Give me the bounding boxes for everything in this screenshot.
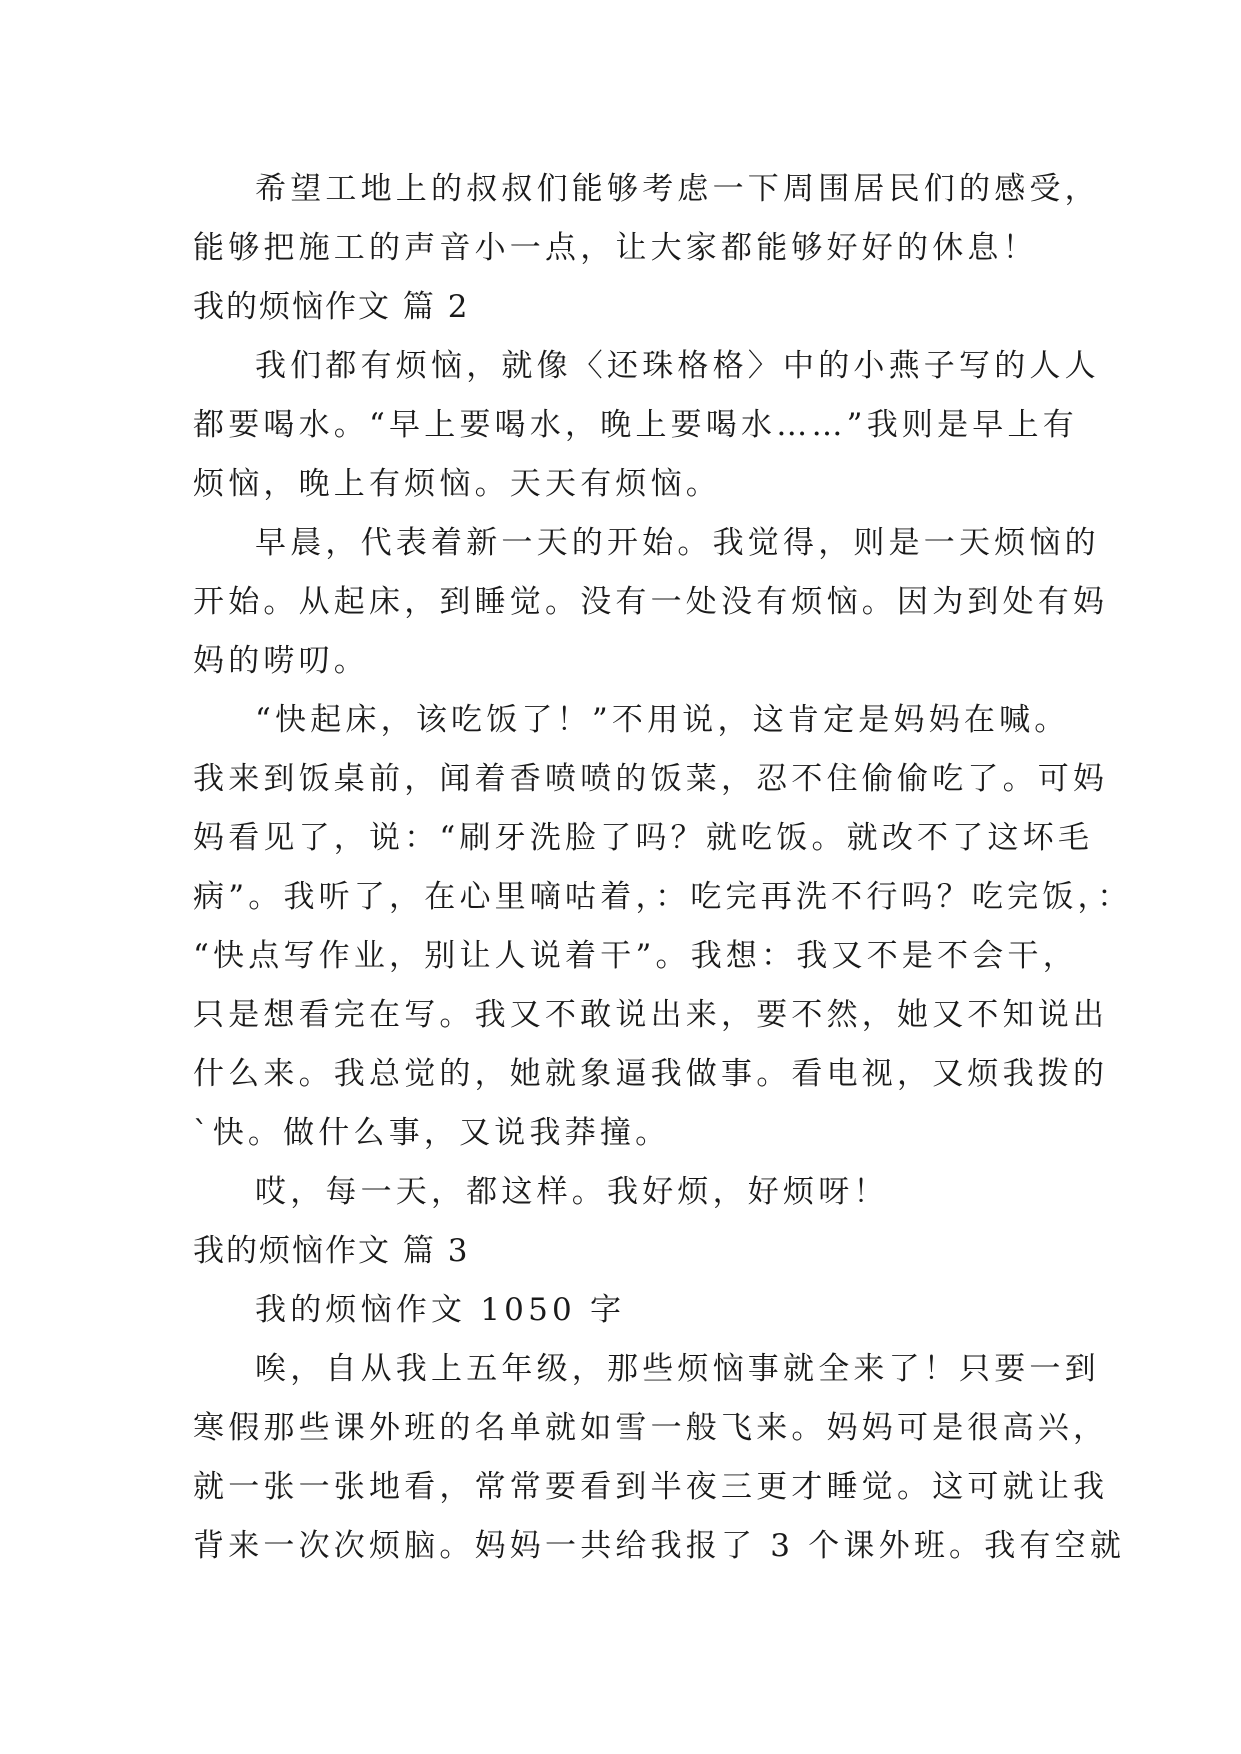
text-line: 唉，自从我上五年级，那些烦恼事就全来了！只要一到 xyxy=(255,1351,1100,1387)
heading-text: 我的烦恼作文 篇 3 xyxy=(193,1233,470,1269)
text-line: `快。做什么事，又说我莽撞。 xyxy=(193,1115,671,1151)
text-line: 妈看见了，说：“刷牙洗脸了吗？就吃饭。就改不了这坏毛 xyxy=(193,820,1094,856)
text-line: 都要喝水。“早上要喝水，晚上要喝水……”我则是早上有 xyxy=(193,407,1078,443)
text-line: 就一张一张地看，常常要看到半夜三更才睡觉。这可就让我 xyxy=(193,1469,1109,1505)
text-line: 能够把施工的声音小一点，让大家都能够好好的休息！ xyxy=(193,230,1038,266)
paragraph xyxy=(193,691,1133,1163)
paragraph xyxy=(193,1163,1073,1222)
heading-text: 我的烦恼作文 篇 2 xyxy=(193,289,470,325)
document-body xyxy=(193,160,1133,1576)
section-heading xyxy=(193,1222,1073,1281)
paragraph xyxy=(193,1340,1126,1576)
text-line: 我们都有烦恼，就像〈还珠格格〉中的小燕子写的人人 xyxy=(255,348,1100,384)
text-line: 我来到饭桌前，闻着香喷喷的饭菜，忍不住偷偷吃了。可妈 xyxy=(193,761,1109,797)
paragraph xyxy=(193,160,1100,278)
text-line: 妈的唠叨。 xyxy=(193,643,369,679)
text-line: “快点写作业，别让人说着干”。我想：我又不是不会干， xyxy=(193,938,1078,974)
text-line: 我的烦恼作文 1050 字 xyxy=(255,1292,626,1328)
text-line: 只是想看完在写。我又不敢说出来，要不然，她又不知说出 xyxy=(193,997,1109,1033)
paragraph xyxy=(193,337,1100,514)
text-line: “快起床，该吃饭了！”不用说，这肯定是妈妈在喊。 xyxy=(255,702,1070,738)
text-line: 希望工地上的叔叔们能够考虑一下周围居民们的感受， xyxy=(255,171,1100,207)
text-line: 什么来。我总觉的，她就象逼我做事。看电视，又烦我拨的 xyxy=(193,1056,1109,1092)
paragraph xyxy=(193,514,1109,691)
section-heading xyxy=(193,278,1073,337)
text-line: 背来一次次烦脑。妈妈一共给我报了 3 个课外班。我有空就 xyxy=(193,1528,1126,1564)
text-line: 病”。我听了，在心里嘀咕着，：吃完再洗不行吗？吃完饭，： xyxy=(193,879,1133,915)
paragraph xyxy=(193,1281,1073,1340)
text-line: 烦恼，晚上有烦恼。天天有烦恼。 xyxy=(193,466,721,502)
text-line: 哎，每一天，都这样。我好烦，好烦呀！ xyxy=(255,1174,889,1210)
text-line: 寒假那些课外班的名单就如雪一般飞来。妈妈可是很高兴， xyxy=(193,1410,1109,1446)
text-line: 早晨，代表着新一天的开始。我觉得，则是一天烦恼的 xyxy=(255,525,1100,561)
text-line: 开始。从起床，到睡觉。没有一处没有烦恼。因为到处有妈 xyxy=(193,584,1109,620)
